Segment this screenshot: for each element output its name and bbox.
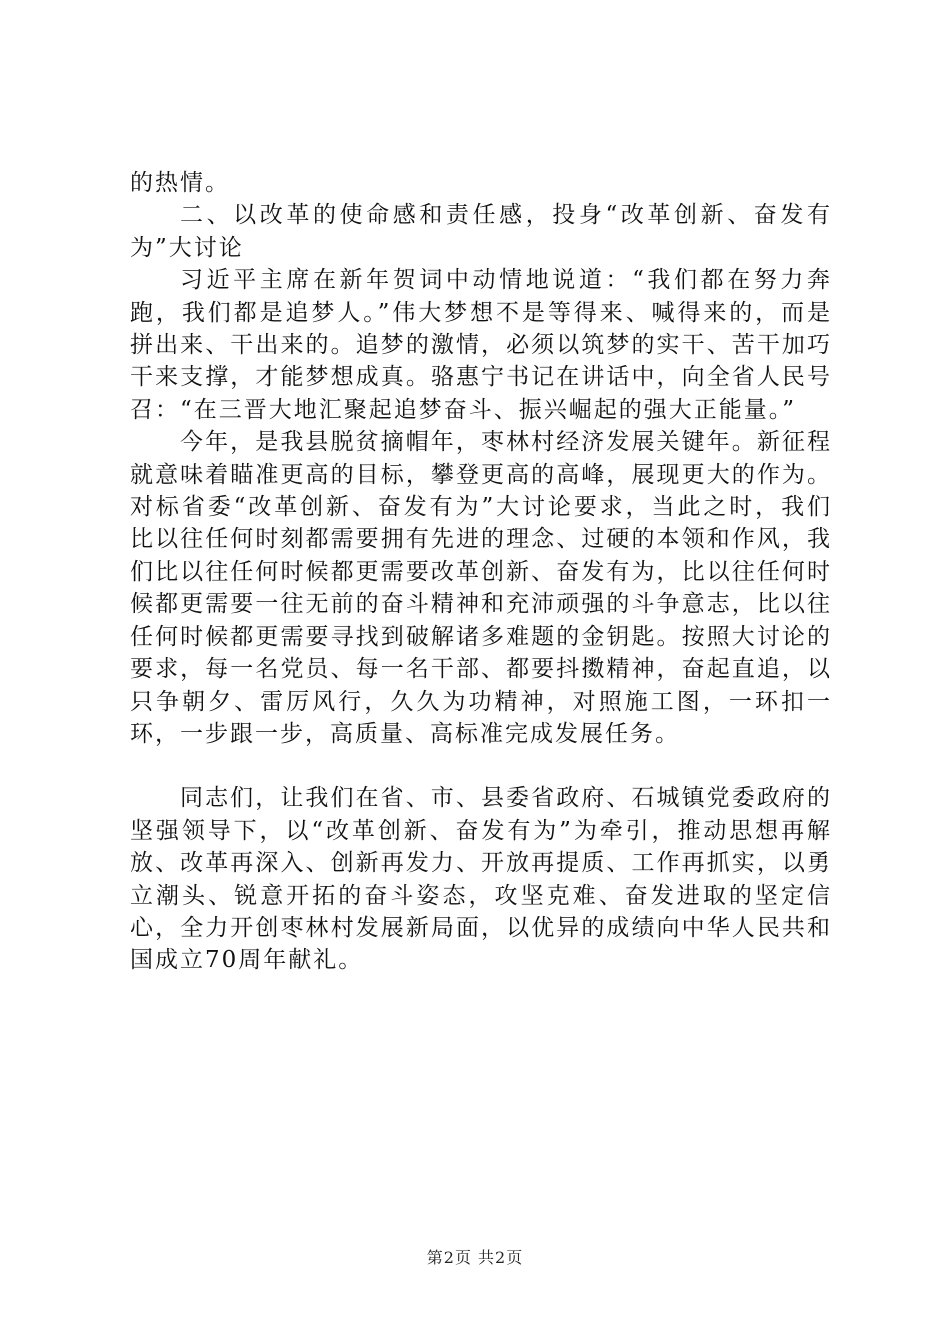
document-body <box>130 167 832 977</box>
page-footer: 第2页 共2页 <box>426 1248 524 1267</box>
paragraph-continuation: 的热情。 <box>130 170 230 196</box>
paragraph: 今年，是我县脱贫摘帽年，枣林村经济发展关键年。新征程就意味着瞄准更高的目标，攀登更高的高峰，展现更大的作为。对标省委“改革创新、奋发有为”大讨论要求，当此之时，我们比以往任何时刻都需要拥有先进的理念、过硬的本领和作风，我们比以往任何时候都更需要改革创新、奋发有为，比以往任何时候都更需要一往无前的奋斗精神和充沛顽强的斗争意志，比以往任何时候都更需要寻找到破解诸多难题的金钥匙。按照大讨论的要求，每一名党员、每一名干部、都要抖擞精神，奋起直追，以只争朝夕、雷厉风行，久久为功精神，对照施工图，一环扣一环，一步跟一步，高质量、高标准完成发展任务。 <box>130 429 832 747</box>
paragraph-closing: 同志们，让我们在省、市、县委省政府、石城镇党委政府的坚强领导下，以“改革创新、奋发有为”为牵引，推动思想再解放、改革再深入、创新再发力、开放再提质、工作再抓实，以勇立潮头、锐意开拓的奋斗姿态，攻坚克难、奋发进取的坚定信心，全力开创枣林村发展新局面，以优异的成绩向中华人民共和国成立70周年献礼。 <box>130 785 832 974</box>
paragraph: 习近平主席在新年贺词中动情地说道：“我们都在努力奔跑，我们都是追梦人。”伟大梦想不是等得来、喊得来的，而是拼出来、干出来的。追梦的激情，必须以筑梦的实干、苦干加巧干来支撑，才能梦想成真。骆惠宁书记在讲话中，向全省人民号召：“在三晋大地汇聚起追梦奋斗、振兴崛起的强大正能量。” <box>130 267 832 423</box>
section-heading: 二、以改革的使命感和责任感，投身“改革创新、奋发有为”大讨论 <box>130 202 832 261</box>
